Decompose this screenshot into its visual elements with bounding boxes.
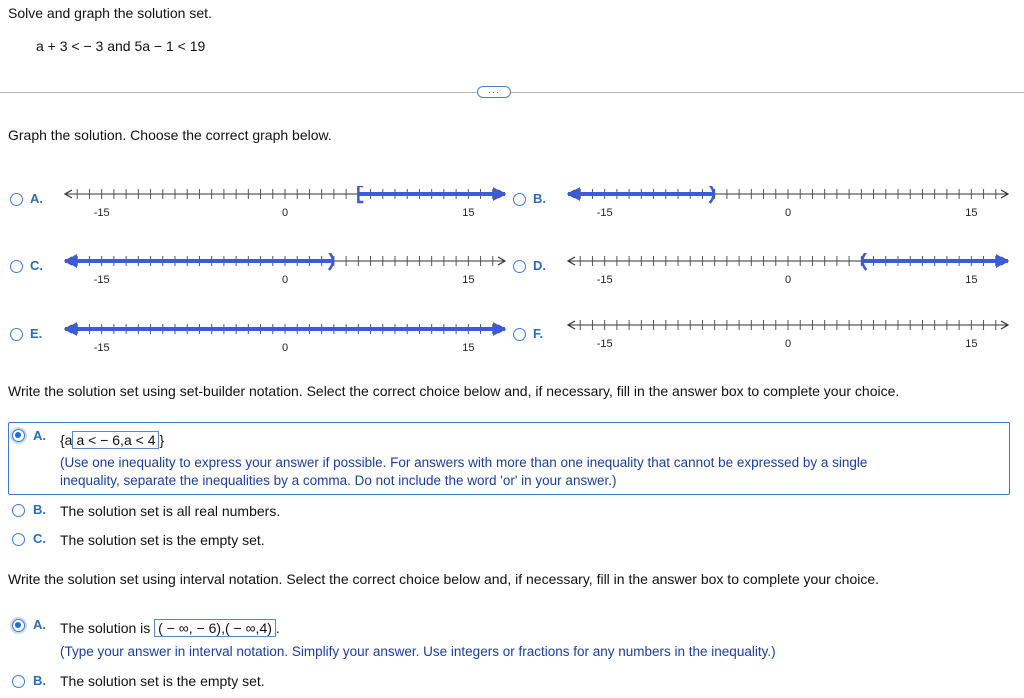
tick-label: -15 [596,338,613,350]
graph-option-e[interactable] [10,321,510,361]
number-line-e [55,321,515,361]
setbuilder-hint-line2: inequality, separate the inequalities by a comma. Do not include the word 'or' in your answer.) [60,473,617,488]
number-line-b [558,186,1018,226]
interval-answer-value: ( − ∞, − 6),( − ∞,4) [158,620,272,636]
tick-label: 15 [965,207,978,219]
tick-label: -15 [93,274,110,286]
setbuilder-choice-c-text[interactable]: The solution set is the empty set. [60,532,265,548]
interval-choice-a-letter: A. [33,617,46,632]
tick-label: 15 [462,342,475,354]
tick-label: -15 [93,342,110,354]
interval-choice-b-radio[interactable] [12,675,25,688]
tick-label: 0 [281,207,289,219]
setbuilder-choice-c-radio[interactable] [12,533,25,546]
problem-expression: a + 3 < − 3 and 5a − 1 < 19 [36,38,206,54]
shade-right-arrow [493,322,505,336]
interval-prefix: The solution is [60,620,151,636]
shade-left-arrow [65,322,77,336]
setbuilder-choice-a-radio[interactable] [12,429,25,442]
graph-option-f[interactable] [513,321,1013,361]
setbuilder-choice-b-radio[interactable] [12,504,25,517]
graph-option-a-letter: A. [30,191,43,206]
graph-option-f-radio[interactable] [513,328,526,341]
graph-option-d[interactable] [513,253,1013,293]
setbuilder-answer-box[interactable] [72,431,159,449]
graph-option-f-letter: F. [533,326,544,341]
shade-left-arrow [65,254,77,268]
setbuilder-prompt: Write the solution set using set-builder notation. Select the correct choice below and, if necessary, fill in the answer box to complete your choice. [8,383,900,399]
number-line-f [558,317,1018,357]
tick-label: -15 [596,207,613,219]
tick-label: 0 [784,274,792,286]
section-divider [0,92,1024,93]
graph-option-c-radio[interactable] [10,260,23,273]
graph-option-e-letter: E. [30,326,43,341]
setbuilder-choice-c-letter: C. [33,531,46,546]
tick-label: 15 [965,274,978,286]
shade-right-arrow [493,187,505,201]
interval-choice-a-radio[interactable] [12,619,25,632]
tick-label: 0 [281,342,289,354]
tick-label: -15 [93,207,110,219]
more-options-button[interactable]: ··· [477,86,511,98]
setbuilder-answer-value: a < − 6,a < 4 [76,432,156,448]
graph-option-a[interactable] [10,186,510,226]
graph-option-c[interactable] [10,253,510,293]
setbuilder-expression [60,431,164,449]
shade-right-arrow [996,254,1008,268]
graph-option-b-letter: B. [533,191,546,206]
graph-option-d-radio[interactable] [513,260,526,273]
tick-label: 0 [281,274,289,286]
setbuilder-choice-a-letter: A. [33,428,46,443]
interval-choice-b-text[interactable]: The solution set is the empty set. [60,673,265,689]
setbuilder-choice-b-text[interactable]: The solution set is all real numbers. [60,503,281,519]
interval-answer-box[interactable] [154,619,276,637]
graph-option-d-letter: D. [533,258,546,273]
tick-label: -15 [596,274,613,286]
graph-option-b[interactable] [513,186,1013,226]
set-open-brace: {a [60,432,73,448]
graph-prompt: Graph the solution. Choose the correct graph below. [8,127,332,143]
interval-prompt: Write the solution set using interval notation. Select the correct choice below and, if necessary, fill in the answer box to complete your choice. [8,571,880,587]
interval-suffix: . [275,620,280,636]
tick-label: 0 [784,207,792,219]
set-close-brace: } [159,432,165,448]
graph-option-b-radio[interactable] [513,193,526,206]
shade-left-arrow [568,187,580,201]
graph-option-e-radio[interactable] [10,328,23,341]
setbuilder-choice-b-letter: B. [33,502,46,517]
instruction-text: Solve and graph the solution set. [8,5,212,21]
tick-label: 15 [462,207,475,219]
number-line-d [558,253,1018,293]
interval-hint: (Type your answer in interval notation. Simplify your answer. Use integers or fractions for any numbers in the inequality.) [60,644,776,659]
graph-option-a-radio[interactable] [10,193,23,206]
interval-choice-b-letter: B. [33,673,46,688]
number-line-a [55,186,515,226]
setbuilder-hint-line1: (Use one inequality to express your answer if possible. For answers with more than one inequality that cannot be expressed by a single [60,455,868,470]
number-line-c [55,253,515,293]
interval-answer-line [60,619,280,637]
tick-label: 0 [784,338,792,350]
tick-label: 15 [965,338,978,350]
graph-option-c-letter: C. [30,258,43,273]
tick-label: 15 [462,274,475,286]
